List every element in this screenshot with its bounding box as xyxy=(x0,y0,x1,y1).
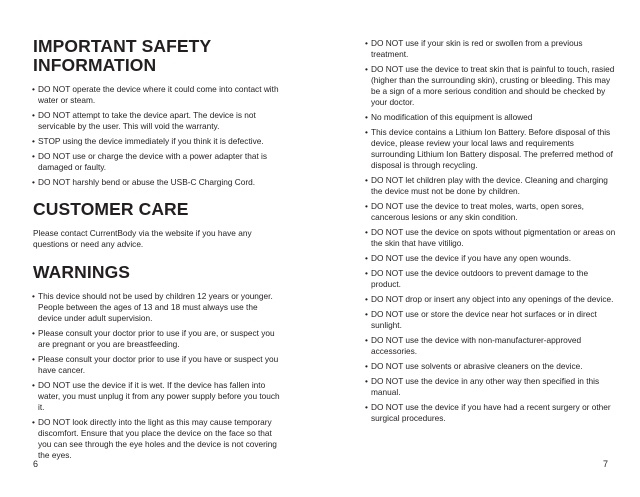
warnings-list xyxy=(33,291,283,461)
list-item xyxy=(366,201,620,223)
list-item-text: DO NOT use the device if you have had a recent surgery or other surgical procedures. xyxy=(371,402,611,423)
list-item xyxy=(366,402,620,424)
bullet-icon: • xyxy=(32,136,35,146)
list-item-text: DO NOT attempt to take the device apart. The device is not servicable by the user. This will void the warranty. xyxy=(38,110,256,131)
list-item xyxy=(366,175,620,197)
bullet-icon: • xyxy=(365,201,368,211)
warnings-continued-list xyxy=(366,38,620,424)
list-item xyxy=(33,291,283,324)
list-item xyxy=(366,309,620,331)
bullet-icon: • xyxy=(365,361,368,371)
list-item xyxy=(33,177,283,188)
bullet-icon: • xyxy=(365,268,368,278)
list-item xyxy=(366,227,620,249)
bullet-icon: • xyxy=(32,177,35,187)
right-column xyxy=(366,38,620,428)
bullet-icon: • xyxy=(32,84,35,94)
list-item xyxy=(33,328,283,350)
list-item-text: No modification of this equipment is allowed xyxy=(371,112,533,122)
bullet-icon: • xyxy=(32,291,35,301)
list-item-text: DO NOT use solvents or abrasive cleaners on the device. xyxy=(371,361,583,371)
list-item-text: DO NOT use the device with non-manufacturer-approved accessories. xyxy=(371,335,582,356)
customer-care-text: Please contact CurrentBody via the website if you have any questions or need any advice. xyxy=(33,228,252,249)
page-number-left: 6 xyxy=(33,459,39,469)
list-item-text: DO NOT use or store the device near hot surfaces or in direct sunlight. xyxy=(371,309,597,330)
list-item xyxy=(366,64,620,108)
bullet-icon: • xyxy=(365,294,368,304)
list-item xyxy=(366,268,620,290)
bullet-icon: • xyxy=(365,227,368,237)
list-item xyxy=(366,361,620,372)
bullet-icon: • xyxy=(365,402,368,412)
list-item xyxy=(366,335,620,357)
list-item-text: DO NOT use the device on spots without pigmentation or areas on the skin that have vitiligo. xyxy=(371,227,616,248)
bullet-icon: • xyxy=(365,112,368,122)
customer-care-heading: CUSTOMER CARE xyxy=(33,199,189,219)
list-item-text: DO NOT use the device to treat moles, warts, open sores, cancerous lesions or any skin condition. xyxy=(371,201,584,222)
list-item-text: Please consult your doctor prior to use if you are, or suspect you are pregnant or you are breastfeeding. xyxy=(38,328,275,349)
list-item xyxy=(366,253,620,264)
bullet-icon: • xyxy=(365,335,368,345)
list-item-text: STOP using the device immediately if you think it is defective. xyxy=(38,136,264,146)
safety-heading: IMPORTANT SAFETY INFORMATION xyxy=(33,36,211,75)
bullet-icon: • xyxy=(365,38,368,48)
bullet-icon: • xyxy=(32,354,35,364)
safety-list xyxy=(33,84,283,188)
list-item xyxy=(33,354,283,376)
list-item-text: DO NOT drop or insert any object into any openings of the device. xyxy=(371,294,614,304)
list-item xyxy=(366,127,620,171)
list-item xyxy=(366,112,620,123)
list-item-text: DO NOT look directly into the light as this may cause temporary discomfort. Ensure that you place the device on the face so that you can see through the eye holes and the device is not covering the eyes. xyxy=(38,417,277,460)
warnings-heading: WARNINGS xyxy=(33,262,131,282)
list-item xyxy=(33,110,283,132)
list-item-text: DO NOT use the device if it is wet. If the device has fallen into water, you must unplug it from any power supply before you touch it. xyxy=(38,380,280,412)
bullet-icon: • xyxy=(32,328,35,338)
list-item-text: DO NOT use the device outdoors to prevent damage to the product. xyxy=(371,268,589,289)
list-item-text: DO NOT harshly bend or abuse the USB-C Charging Cord. xyxy=(38,177,256,187)
list-item-text: DO NOT let children play with the device. Cleaning and charging the device must not be done by children. xyxy=(371,175,608,196)
list-item-text: This device should not be used by children 12 years or younger. People between the ages of 13 and 18 must always use the device under adult supervision. xyxy=(38,291,273,323)
bullet-icon: • xyxy=(365,64,368,74)
bullet-icon: • xyxy=(32,417,35,427)
list-item xyxy=(33,84,283,106)
list-item xyxy=(33,380,283,413)
left-column xyxy=(33,37,283,465)
list-item xyxy=(366,294,620,305)
list-item xyxy=(33,151,283,173)
bullet-icon: • xyxy=(365,175,368,185)
bullet-icon: • xyxy=(32,110,35,120)
bullet-icon: • xyxy=(365,309,368,319)
list-item xyxy=(366,376,620,398)
bullet-icon: • xyxy=(365,127,368,137)
page-number-right: 7 xyxy=(602,459,608,469)
bullet-icon: • xyxy=(32,380,35,390)
list-item-text: DO NOT use if your skin is red or swollen from a previous treatment. xyxy=(371,38,583,59)
list-item-text: DO NOT use or charge the device with a power adapter that is damaged or faulty. xyxy=(38,151,268,172)
bullet-icon: • xyxy=(32,151,35,161)
list-item xyxy=(33,417,283,461)
list-item xyxy=(33,136,283,147)
list-item-text: DO NOT operate the device where it could come into contact with water or steam. xyxy=(38,84,279,105)
list-item-text: DO NOT use the device if you have any open wounds. xyxy=(371,253,572,263)
list-item-text: DO NOT use the device in any other way then specified in this manual. xyxy=(371,376,600,397)
right-page xyxy=(320,0,640,497)
list-item-text: DO NOT use the device to treat skin that is painful to touch, rasied (higher than the surrounding skin), crusting or bleeding. This may be a sign of a more serious condition and should be checked by your doctor. xyxy=(371,64,615,107)
bullet-icon: • xyxy=(365,253,368,263)
list-item-text: Please consult your doctor prior to use if you have or suspect you have cancer. xyxy=(38,354,279,375)
list-item xyxy=(366,38,620,60)
bullet-icon: • xyxy=(365,376,368,386)
list-item-text: This device contains a Lithium Ion Battery. Before disposal of this device, please review your local laws and requirements surrounding Lithium Ion Battery disposal. The preferred method of disposal is through recycling. xyxy=(371,127,613,170)
